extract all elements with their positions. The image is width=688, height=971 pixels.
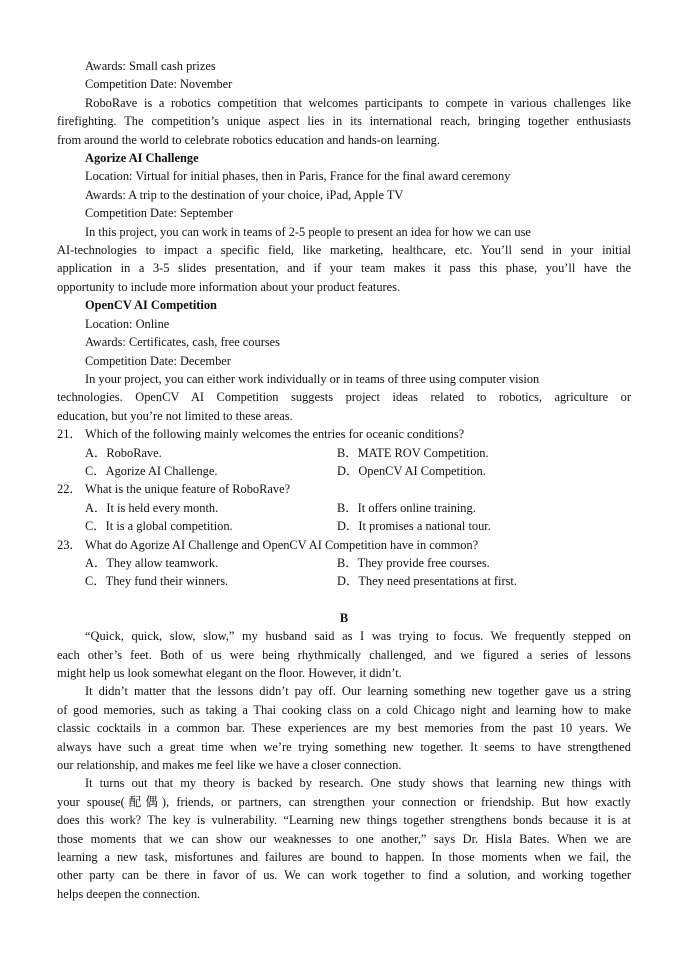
question-21 (57, 425, 631, 480)
option-c: C．Agorize AI Challenge. (85, 463, 218, 478)
opencv-location: Location: Online (85, 316, 170, 331)
agorize-awards: Awards: A trip to the destination of your choice, iPad, Apple TV (85, 187, 404, 202)
paragraph-line: helps deepen the connection. (57, 886, 201, 901)
passage-b-paragraph-2 (57, 682, 631, 774)
option-c: C．They fund their winners. (85, 574, 229, 589)
paragraph-line: does this work? The key is vulnerability. “Learning new things together strengthens bonds because it is at (57, 813, 631, 828)
paragraph-line: your spouse(配偶), friends, or partners, can strengthen your connection or friendship. But how exactly (57, 794, 631, 809)
paragraph-line: our relationship, and makes me feel like we have a closer connection. (57, 758, 402, 773)
roborave-desc-line: from around the world to celebrate robotics education and hands-on learning. (57, 132, 440, 147)
document-page (57, 57, 631, 903)
paragraph-line: learning a new task, misfortunes and failures are bound to happen. In those moments when we fail, the (57, 850, 631, 865)
opencv-awards: Awards: Certificates, cash, free courses (85, 335, 280, 350)
question-text: What do Agorize AI Challenge and OpenCV AI Competition have in common? (85, 537, 479, 552)
passage-b-paragraph-1 (57, 627, 631, 682)
question-number: 22． (57, 482, 82, 497)
question-23 (57, 536, 631, 591)
opencv-date: Competition Date: December (85, 353, 231, 368)
paragraph-line: It turns out that my theory is backed by research. One study shows that learning new things with (85, 776, 631, 791)
opencv-title: OpenCV AI Competition (85, 298, 217, 313)
option-a: A．They allow teamwork. (85, 555, 219, 570)
roborave-desc-line: firefighting. The competition’s unique aspect lies in its international reach, bringing together enthusiasts (57, 114, 631, 129)
paragraph-line: It didn’t matter that the lessons didn’t pay off. Our learning something new together gave us a string (85, 684, 631, 699)
paragraph-line: always have such a great time when we’re trying something new together. It seems to have strengthened (57, 739, 631, 754)
opencv-desc-line: technologies. OpenCV AI Competition suggests project ideas related to robotics, agriculture or (57, 390, 631, 405)
question-number: 21． (57, 427, 82, 442)
passage-b-paragraph-3 (57, 774, 631, 903)
agorize-desc-line: In this project, you can work in teams of 2-5 people to present an idea for how we can use (85, 224, 531, 239)
question-number: 23． (57, 537, 82, 552)
agorize-desc-line: AI-technologies to impact a specific field, like marketing, healthcare, etc. You’ll send in your initial (57, 243, 631, 258)
question-text: What is the unique feature of RoboRave? (85, 482, 291, 497)
option-a: A．It is held every month. (85, 500, 219, 515)
paragraph-line: each other’s feet. Both of us were being rhythmically challenged, and we figured a series of lessons (57, 647, 631, 662)
option-b: B．They provide free courses. (337, 555, 490, 570)
option-d: D．It promises a national tour. (337, 519, 491, 534)
roborave-date: Competition Date: November (85, 77, 233, 92)
option-d: D．They need presentations at first. (337, 574, 517, 589)
agorize-date: Competition Date: September (85, 206, 233, 221)
roborave-desc-line: RoboRave is a robotics competition that welcomes participants to compete in various challenges like (85, 95, 631, 110)
question-text: Which of the following mainly welcomes the entries for oceanic conditions? (85, 427, 465, 442)
opencv-desc-line: education, but you’re not limited to these areas. (57, 408, 293, 423)
paragraph-line: of good memories, such as taking a Thai cooking class on a cold Chicago night and learning how to make (57, 702, 631, 717)
option-a: A．RoboRave. (85, 445, 162, 460)
option-b: B．MATE ROV Competition. (337, 445, 489, 460)
option-b: B．It offers online training. (337, 500, 476, 515)
agorize-desc-line: application in a 3-5 slides presentation, and if your team makes it pass this phase, you’ll have the (57, 261, 631, 276)
option-d: D．OpenCV AI Competition. (337, 463, 486, 478)
agorize-location: Location: Virtual for initial phases, then in Paris, France for the final award ceremony (85, 169, 511, 184)
option-c: C．It is a global competition. (85, 519, 233, 534)
paragraph-line: might help us look somewhat elegant on the floor. However, it didn’t. (57, 666, 402, 680)
opencv-desc-line: In your project, you can either work individually or in teams of three using computer vision (85, 371, 540, 386)
agorize-desc-line: opportunity to include more information about your product features. (57, 279, 401, 294)
paragraph-line: “Quick, quick, slow, slow,” my husband said as I was trying to focus. We frequently stepped on (85, 629, 631, 644)
paragraph-line: other party can be there in favor of us. We can work together to find a solution, and working together (57, 868, 631, 883)
question-22 (57, 480, 631, 535)
roborave-awards: Awards: Small cash prizes (85, 59, 216, 73)
agorize-title: Agorize AI Challenge (85, 151, 199, 166)
paragraph-line: classic cocktails in a common bar. These experiences are my best memories from the past 10 years. We (57, 721, 631, 736)
paragraph-line: those moments that we can show our weaknesses to one another,” says Dr. Hisla Bates. When we are (57, 831, 631, 846)
section-b-heading: B (339, 610, 349, 625)
